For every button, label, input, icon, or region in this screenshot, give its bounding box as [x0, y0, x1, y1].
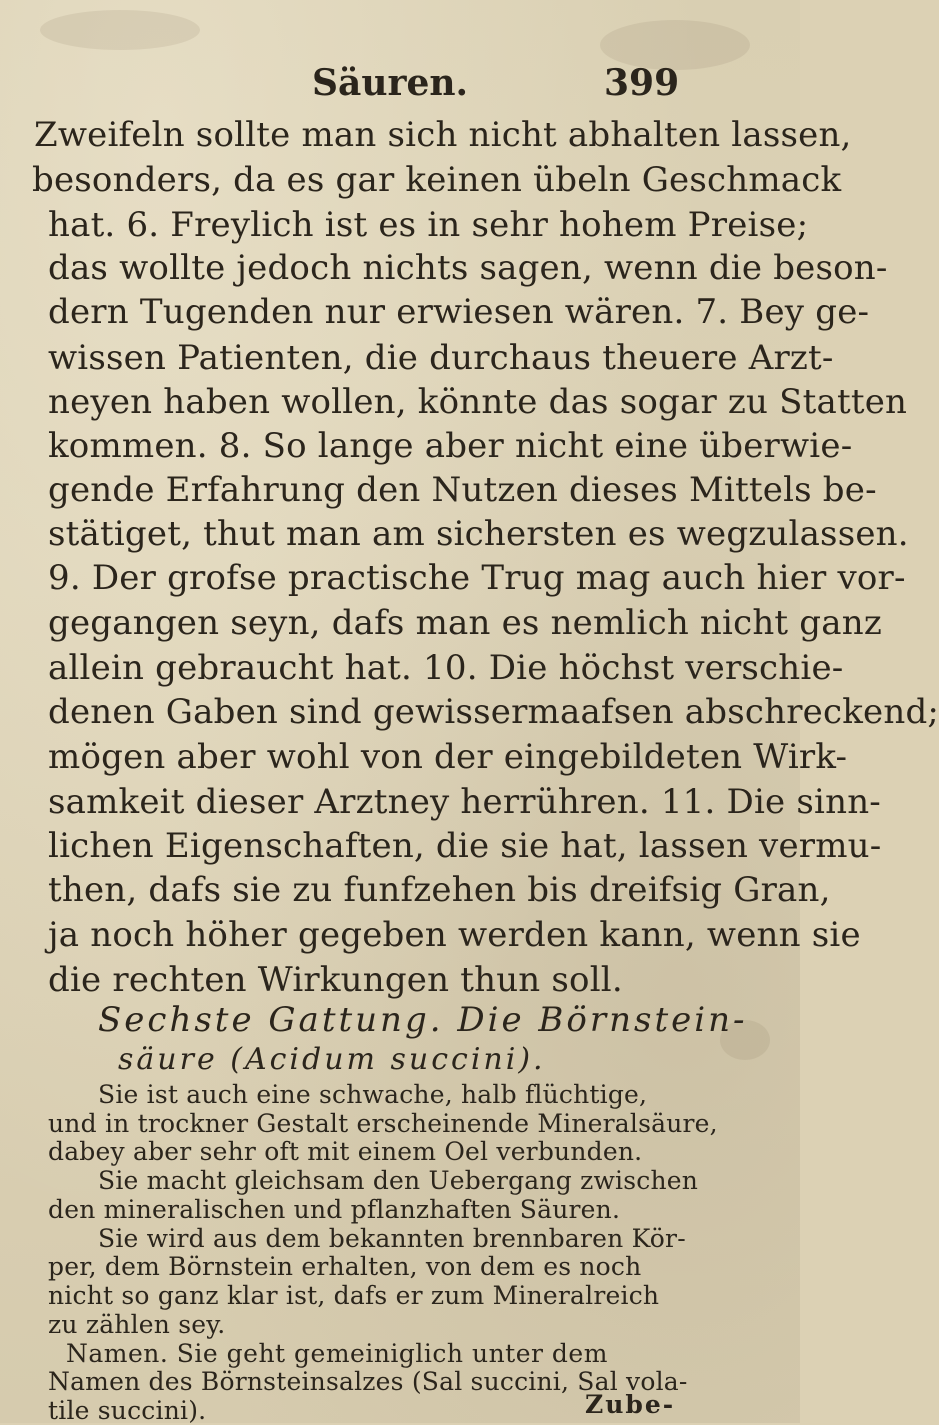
text-line: Zweifeln sollte man sich nicht abhalten lassen, — [34, 115, 852, 155]
text-line: ja noch höher gegeben werden kann, wenn sie — [48, 915, 861, 955]
text-line: stätiget, thut man am sichersten es wegzulassen. — [48, 514, 909, 554]
page-number: 399 — [604, 62, 680, 104]
text-line: per, dem Börnstein erhalten, von dem es noch — [48, 1252, 642, 1281]
section-heading-line: säure (Acidum succini). — [118, 1042, 546, 1077]
text-line: Sie wird aus dem bekannten brennbaren Kör- — [98, 1224, 686, 1253]
text-line: 9. Der grofse practische Trug mag auch hier vor- — [48, 558, 906, 598]
text-line: denen Gaben sind gewissermaafsen abschreckend; — [48, 692, 939, 732]
text-line: lichen Eigenschaften, die sie hat, lassen vermu- — [48, 826, 882, 866]
text-line: dabey aber sehr oft mit einem Oel verbunden. — [48, 1137, 643, 1166]
text-line: gegangen seyn, dafs man es nemlich nicht ganz — [48, 603, 882, 643]
text-line: dern Tugenden nur erwiesen wären. 7. Bey ge- — [48, 292, 870, 332]
text-line: hat. 6. Freylich ist es in sehr hohem Preise; — [48, 205, 809, 245]
page-stain — [40, 10, 200, 50]
text-line: besonders, da es gar keinen übeln Geschmack — [32, 160, 842, 200]
text-line: die rechten Wirkungen thun soll. — [48, 960, 623, 1000]
text-line: den mineralischen und pflanzhaften Säuren. — [48, 1195, 621, 1224]
text-line: Namen des Börnsteinsalzes (Sal succini, Sal vola- — [48, 1367, 688, 1396]
running-head: Säuren. — [312, 62, 469, 104]
section-heading-line: Sechste Gattung. Die Börnstein- — [98, 1000, 748, 1040]
text-line: neyen haben wollen, könnte das sogar zu Statten — [48, 382, 908, 422]
text-line: kommen. 8. So lange aber nicht eine überwie- — [48, 426, 853, 466]
text-line: gende Erfahrung den Nutzen dieses Mittels be- — [48, 470, 877, 510]
text-line: das wollte jedoch nichts sagen, wenn die beson- — [48, 248, 888, 288]
text-line: tile succini). — [48, 1396, 207, 1425]
text-line: wissen Patienten, die durchaus theuere Arzt- — [48, 338, 834, 378]
text-line: mögen aber wohl von der eingebildeten Wirk- — [48, 737, 848, 777]
text-line: zu zählen sey. — [48, 1310, 226, 1339]
text-line: Sie macht gleichsam den Uebergang zwischen — [98, 1166, 699, 1195]
text-line: und in trockner Gestalt erscheinende Mineralsäure, — [48, 1109, 718, 1138]
text-line: then, dafs sie zu funfzehen bis dreifsig Gran, — [48, 870, 831, 910]
text-line: allein gebraucht hat. 10. Die höchst verschie- — [48, 648, 844, 688]
text-line: Sie ist auch eine schwache, halb flüchtige, — [98, 1080, 648, 1109]
catchword: Zube- — [585, 1390, 676, 1419]
text-line: Namen. Sie geht gemeiniglich unter dem — [66, 1339, 608, 1368]
text-line: nicht so ganz klar ist, dafs er zum Mineralreich — [48, 1281, 660, 1310]
page-header — [0, 62, 800, 112]
text-line: samkeit dieser Arztney herrühren. 11. Die sinn- — [48, 782, 881, 822]
